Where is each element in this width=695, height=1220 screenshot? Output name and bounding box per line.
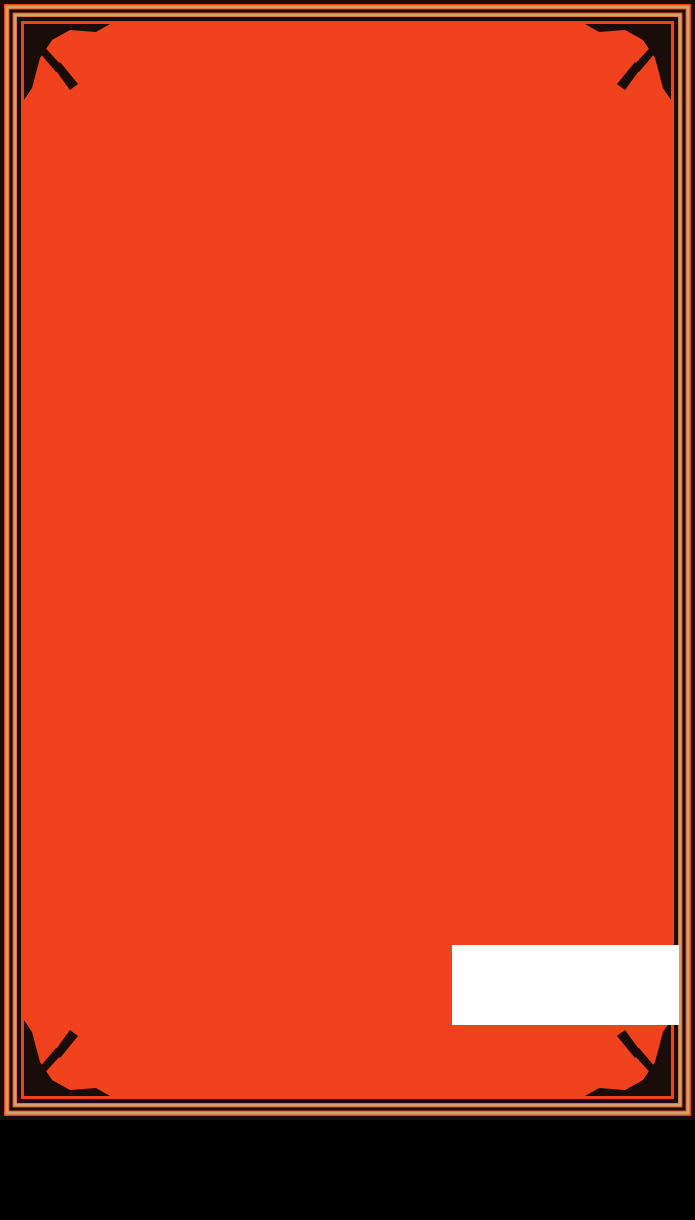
corner-ornament-top-right [585,24,671,100]
corner-ornament-bottom-right [585,1020,671,1096]
corner-ornament-top-left [24,24,110,100]
promo-banner[interactable] [0,1120,695,1220]
barcode-box [452,945,679,1025]
corner-ornament-bottom-left [24,1020,110,1096]
barcode-icon [466,965,670,1007]
